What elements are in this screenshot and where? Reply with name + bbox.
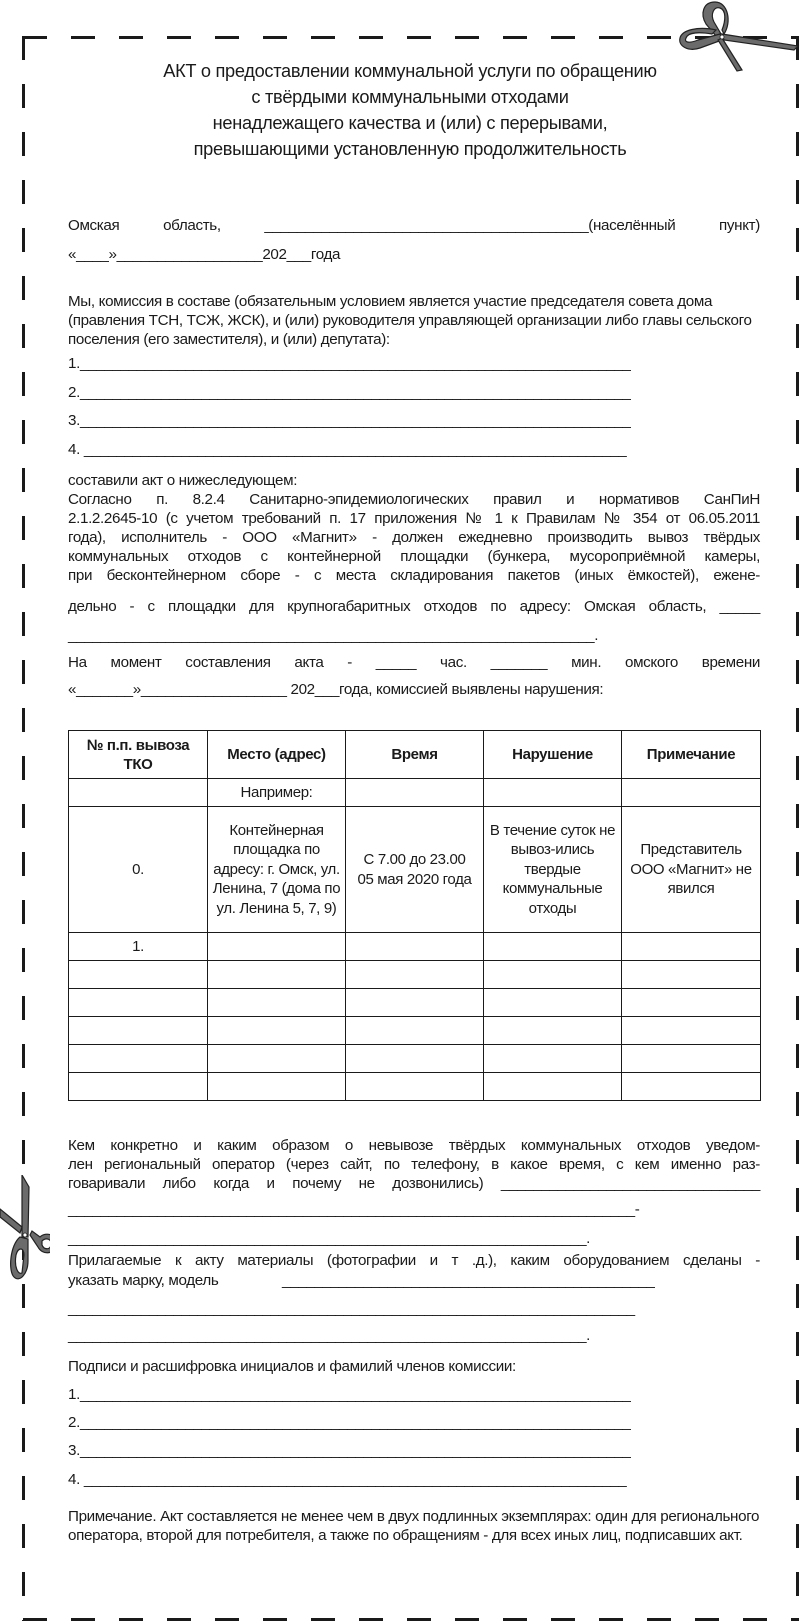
table-cell[interactable] [622,1045,761,1073]
table-cell[interactable] [484,1017,622,1045]
table-cell[interactable] [346,961,484,989]
notification-field[interactable]: ______________________________________________________________________- [68,1201,640,1218]
materials-model-field[interactable]: ______________________________________________ [282,1272,655,1289]
example-violation: В течение суток не вывоз-ились твердые коммунальные отходы [484,807,622,933]
address-field[interactable]: _________________________________________________________________. [68,627,599,644]
document-title [60,58,760,162]
table-row [69,779,761,807]
table-cell [622,779,761,807]
materials-model-label: указать марку, модель [68,1272,219,1289]
table-cell[interactable] [346,933,484,961]
table-row[interactable] [69,1017,761,1045]
table-cell[interactable] [346,1045,484,1073]
table-row[interactable] [69,1073,761,1101]
example-place: Контейнерная площадка по адресу: г. Омск, ул. Ленина, 7 (дома по ул. Ленина 5, 7, 9) [208,807,346,933]
table-cell [484,779,622,807]
commission-member-field[interactable]: 1.____________________________________________________________________ [68,355,631,372]
signature-field[interactable]: 4. ___________________________________________________________________ [68,1471,627,1488]
table-cell[interactable] [622,1017,761,1045]
table-cell[interactable] [346,1073,484,1101]
table-cell [69,779,208,807]
legal-text-line: 2.1.2.2645-10 (с учетом требований п. 17 приложения № 1 к Правилам № 354 от 06.05.2011 [68,510,760,527]
notification-line: лен региональный оператор (через сайт, по телефону, в какое время, с кем именно раз- [68,1156,760,1173]
example-number: 0. [69,807,208,933]
title-line: АКТ о предоставлении коммунальной услуги по обращению [163,61,657,81]
scissors-icon [0,1175,50,1283]
table-cell[interactable] [484,1073,622,1101]
legal-text-line: года), исполнитель - ООО «Магнит» - должен ежедневно производить вывоз твёрдых [68,529,760,546]
title-line: ненадлежащего качества и (или) с перерывами, [212,113,608,133]
header-time: Время [346,731,484,779]
example-label: Например: [208,779,346,807]
table-cell[interactable] [346,989,484,1017]
legal-text-line: коммунальных отходов с контейнерной площадки (бункера, мусороприёмной камеры, [68,548,760,565]
table-cell[interactable] [208,933,346,961]
table-row[interactable] [69,989,761,1017]
date-field[interactable]: «____»__________________202___года [68,246,341,263]
commission-member-field[interactable]: 2.____________________________________________________________________ [68,384,631,401]
cut-line-left [22,36,25,1621]
table-cell[interactable] [622,933,761,961]
act-intro: составили акт о нижеследующем: [68,472,298,489]
commission-member-field[interactable]: 3.____________________________________________________________________ [68,412,631,429]
commission-member-field[interactable]: 4. ___________________________________________________________________ [68,441,627,458]
table-cell[interactable] [69,1045,208,1073]
table-cell[interactable] [484,1045,622,1073]
table-cell[interactable] [69,1073,208,1101]
table-cell [346,779,484,807]
table-row-example [69,807,761,933]
moment-line[interactable]: На момент составления акта - _____ час. _______ мин. омского времени [68,654,760,671]
table-cell[interactable] [208,1017,346,1045]
table-cell[interactable] [622,1073,761,1101]
table-row[interactable] [69,961,761,989]
table-row[interactable] [69,933,761,961]
materials-field[interactable]: ______________________________________________________________________ [68,1300,635,1317]
legal-text-line: Согласно п. 8.2.4 Санитарно-эпидемиологических правил и нормативов СанПиН [68,491,760,508]
table-cell[interactable] [69,1017,208,1045]
signature-field[interactable]: 3.____________________________________________________________________ [68,1442,631,1459]
table-cell[interactable] [346,1017,484,1045]
table-cell[interactable] [484,989,622,1017]
table-cell[interactable] [484,961,622,989]
commission-intro: Мы, комиссия в составе (обязательным условием является участие председателя совета дома (правления ТСН, ТСЖ, ЖСК), и (или) руководителя управляющей организации либо главы сельского поселения (его заместителя), и (или) депутата): [68,293,752,348]
violations-table [68,730,761,1101]
table-header-row [69,731,761,779]
signatures-intro: Подписи и расшифровка инициалов и фамилий членов комиссии: [68,1358,516,1375]
header-number: № п.п. вывоза ТКО [69,731,208,779]
footer-note: Примечание. Акт составляется не менее чем в двух подлинных экземплярах: один для регионального оператора, второй для потребителя, а также по обращениям - для всех иных лиц, подписавших акт. [68,1508,760,1544]
table-cell[interactable] [69,961,208,989]
table-cell[interactable] [208,989,346,1017]
table-cell[interactable] [208,1073,346,1101]
table-row[interactable] [69,1045,761,1073]
notification-field[interactable]: ________________________________________________________________. [68,1230,591,1247]
example-time: С 7.00 до 23.00 05 мая 2020 года [346,807,484,933]
row-number: 1. [69,933,208,961]
title-line: превышающими установленную продолжительность [193,139,627,159]
signature-field[interactable]: 1.____________________________________________________________________ [68,1386,631,1403]
title-line: с твёрдыми коммунальными отходами [251,87,569,107]
materials-field[interactable]: ________________________________________________________________. [68,1327,591,1344]
header-note: Примечание [622,731,761,779]
cut-line-right [796,36,799,1621]
legal-text-line: дельно - с площадки для крупногабаритных отходов по адресу: Омская область, _____ [68,598,760,615]
table-cell[interactable] [208,961,346,989]
table-cell[interactable] [484,933,622,961]
notification-line: Кем конкретно и каким образом о невывозе твёрдых коммунальных отходов уведом- [68,1137,760,1154]
legal-text-line: при бесконтейнерном сборе - с места складирования пакетов (иных ёмкостей), ежене- [68,567,760,584]
table-cell[interactable] [208,1045,346,1073]
location-field[interactable]: Омская область, ________________________________________(населённый пункт) [68,217,760,234]
table-cell[interactable] [622,961,761,989]
table-cell[interactable] [622,989,761,1017]
example-note: Представитель ООО «Магнит» не явился [622,807,761,933]
notification-field[interactable]: говаривали либо когда и почему не дозвонились) ________________________________ [68,1175,760,1192]
cut-line-bottom [23,1618,799,1621]
header-violation: Нарушение [484,731,622,779]
table-cell[interactable] [69,989,208,1017]
signature-field[interactable]: 2.____________________________________________________________________ [68,1414,631,1431]
moment-date-line[interactable]: «_______»__________________ 202___года, комиссией выявлены нарушения: [68,681,604,698]
header-place: Место (адрес) [208,731,346,779]
materials-line: Прилагаемые к акту материалы (фотографии и т .д.), каким оборудованием сделаны - [68,1252,760,1269]
